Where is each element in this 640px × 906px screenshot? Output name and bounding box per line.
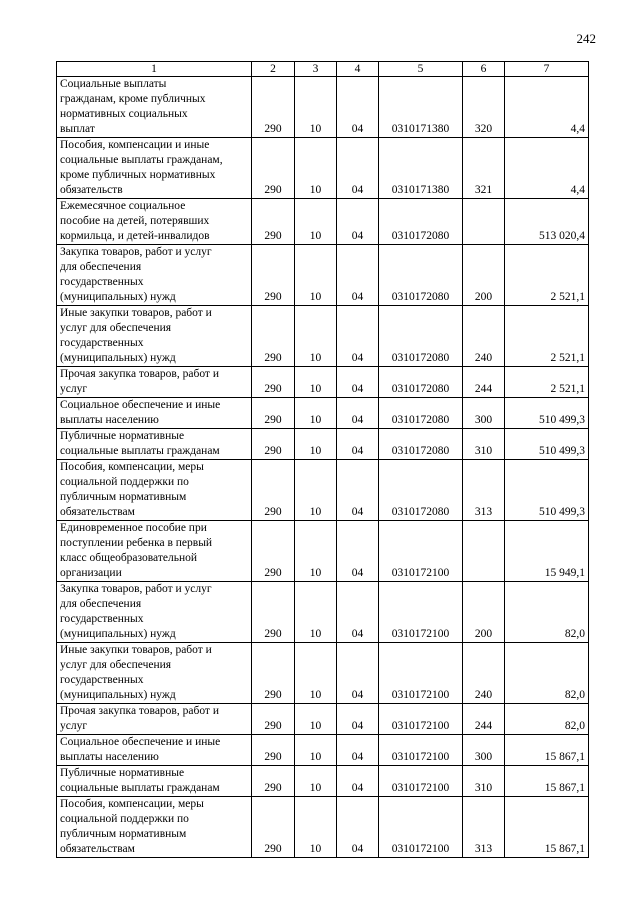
expense-type-cell: 200: [463, 245, 505, 306]
expense-type-cell: 240: [463, 643, 505, 704]
item-name-cell: [57, 582, 252, 643]
item-name-cell: [57, 460, 252, 521]
ministry-code-cell: 290: [252, 582, 295, 643]
target-article-cell: 0310172100: [379, 521, 463, 582]
item-name-line: государственных: [60, 276, 144, 288]
section-code-cell: 10: [295, 138, 337, 199]
item-name-line: Социальное обеспечение и иные: [60, 736, 221, 748]
expense-type-cell: 310: [463, 766, 505, 797]
item-name-line: Пособия, компенсации и иные: [60, 139, 210, 151]
amount-cell: 15 867,1: [505, 735, 589, 766]
table-row: [57, 797, 589, 858]
item-name-line: (муниципальных) нужд: [60, 689, 176, 701]
expense-type-cell: [463, 521, 505, 582]
subsection-code-cell: 04: [337, 138, 379, 199]
ministry-code-cell: 290: [252, 735, 295, 766]
item-name-cell: [57, 367, 252, 398]
column-header: 6: [463, 62, 505, 77]
section-code-cell: 10: [295, 367, 337, 398]
subsection-code-cell: 04: [337, 582, 379, 643]
subsection-code-cell: 04: [337, 704, 379, 735]
section-code-cell: 10: [295, 398, 337, 429]
table-row: [57, 521, 589, 582]
item-name-line: социальные выплаты гражданам: [60, 782, 220, 794]
item-name-line: услуг для обеспечения: [60, 659, 172, 671]
item-name-line: для обеспечения: [60, 598, 142, 610]
target-article-cell: 0310172100: [379, 582, 463, 643]
item-name-line: Публичные нормативные: [60, 430, 185, 442]
expense-type-cell: 313: [463, 460, 505, 521]
item-name-line: Закупка товаров, работ и услуг: [60, 246, 212, 258]
table-row: [57, 704, 589, 735]
ministry-code-cell: 290: [252, 245, 295, 306]
item-name-line: (муниципальных) нужд: [60, 352, 176, 364]
amount-cell: 2 521,1: [505, 245, 589, 306]
item-name-line: гражданам, кроме публичных: [60, 93, 206, 105]
item-name-line: выплаты населению: [60, 751, 159, 763]
column-header: 5: [379, 62, 463, 77]
section-code-cell: 10: [295, 460, 337, 521]
column-header: 2: [252, 62, 295, 77]
item-name-line: Иные закупки товаров, работ и: [60, 644, 212, 656]
expense-type-cell: 320: [463, 77, 505, 138]
target-article-cell: 0310172100: [379, 735, 463, 766]
item-name-line: организации: [60, 567, 122, 579]
item-name-cell: [57, 766, 252, 797]
ministry-code-cell: 290: [252, 704, 295, 735]
amount-cell: 82,0: [505, 643, 589, 704]
table-row: [57, 77, 589, 138]
section-code-cell: 10: [295, 199, 337, 245]
section-code-cell: 10: [295, 521, 337, 582]
budget-table: [56, 61, 589, 858]
amount-cell: 2 521,1: [505, 306, 589, 367]
section-code-cell: 10: [295, 735, 337, 766]
subsection-code-cell: 04: [337, 429, 379, 460]
ministry-code-cell: 290: [252, 199, 295, 245]
item-name-cell: [57, 797, 252, 858]
item-name-cell: [57, 429, 252, 460]
item-name-line: Социальное обеспечение и иные: [60, 399, 221, 411]
target-article-cell: 0310172100: [379, 766, 463, 797]
section-code-cell: 10: [295, 582, 337, 643]
item-name-line: обязательствам: [60, 843, 135, 855]
ministry-code-cell: 290: [252, 460, 295, 521]
item-name-line: публичным нормативным: [60, 491, 187, 503]
subsection-code-cell: 04: [337, 199, 379, 245]
expense-type-cell: 313: [463, 797, 505, 858]
target-article-cell: 0310172080: [379, 398, 463, 429]
subsection-code-cell: 04: [337, 460, 379, 521]
ministry-code-cell: 290: [252, 398, 295, 429]
item-name-line: кормильца, и детей-инвалидов: [60, 230, 210, 242]
item-name-line: государственных: [60, 613, 144, 625]
item-name-cell: [57, 138, 252, 199]
item-name-line: услуг для обеспечения: [60, 322, 172, 334]
item-name-line: Иные закупки товаров, работ и: [60, 307, 212, 319]
ministry-code-cell: 290: [252, 643, 295, 704]
expense-type-cell: 200: [463, 582, 505, 643]
item-name-line: Ежемесячное социальное: [60, 200, 186, 212]
target-article-cell: 0310172080: [379, 245, 463, 306]
subsection-code-cell: 04: [337, 797, 379, 858]
target-article-cell: 0310172080: [379, 429, 463, 460]
amount-cell: 15 867,1: [505, 797, 589, 858]
subsection-code-cell: 04: [337, 766, 379, 797]
item-name-line: Публичные нормативные: [60, 767, 185, 779]
item-name-line: поступлении ребенка в первый: [60, 537, 213, 549]
expense-type-cell: [463, 199, 505, 245]
section-code-cell: 10: [295, 643, 337, 704]
expense-type-cell: 300: [463, 398, 505, 429]
table-row: [57, 460, 589, 521]
table-row: [57, 735, 589, 766]
ministry-code-cell: 290: [252, 367, 295, 398]
expense-type-cell: 244: [463, 367, 505, 398]
item-name-line: услуг: [60, 383, 88, 395]
table-row: [57, 766, 589, 797]
item-name-cell: [57, 643, 252, 704]
section-code-cell: 10: [295, 245, 337, 306]
amount-cell: 15 949,1: [505, 521, 589, 582]
ministry-code-cell: 290: [252, 77, 295, 138]
section-code-cell: 10: [295, 77, 337, 138]
subsection-code-cell: 04: [337, 735, 379, 766]
target-article-cell: 0310172100: [379, 704, 463, 735]
target-article-cell: 0310171380: [379, 77, 463, 138]
item-name-line: социальные выплаты гражданам,: [60, 154, 223, 166]
item-name-line: Прочая закупка товаров, работ и: [60, 368, 219, 380]
item-name-line: для обеспечения: [60, 261, 142, 273]
target-article-cell: 0310171380: [379, 138, 463, 199]
item-name-line: государственных: [60, 337, 144, 349]
item-name-line: Социальные выплаты: [60, 78, 167, 90]
expense-type-cell: 310: [463, 429, 505, 460]
section-code-cell: 10: [295, 429, 337, 460]
item-name-cell: [57, 306, 252, 367]
item-name-line: нормативных социальных: [60, 108, 188, 120]
section-code-cell: 10: [295, 766, 337, 797]
expense-type-cell: 240: [463, 306, 505, 367]
table-row: [57, 582, 589, 643]
item-name-line: Единовременное пособие при: [60, 522, 207, 534]
expense-type-cell: 244: [463, 704, 505, 735]
target-article-cell: 0310172080: [379, 367, 463, 398]
ministry-code-cell: 290: [252, 521, 295, 582]
item-name-line: обязательствам: [60, 506, 135, 518]
item-name-line: (муниципальных) нужд: [60, 291, 176, 303]
target-article-cell: 0310172080: [379, 306, 463, 367]
target-article-cell: 0310172080: [379, 199, 463, 245]
ministry-code-cell: 290: [252, 429, 295, 460]
item-name-line: кроме публичных нормативных: [60, 169, 216, 181]
subsection-code-cell: 04: [337, 398, 379, 429]
item-name-line: выплат: [60, 123, 95, 135]
table-row: [57, 306, 589, 367]
table-body: [57, 77, 589, 858]
item-name-line: выплаты населению: [60, 414, 159, 426]
item-name-line: публичным нормативным: [60, 828, 187, 840]
item-name-cell: [57, 735, 252, 766]
expense-type-cell: 321: [463, 138, 505, 199]
ministry-code-cell: 290: [252, 138, 295, 199]
table-header-row: [57, 62, 589, 77]
item-name-line: обязательств: [60, 184, 123, 196]
item-name-line: Пособия, компенсации, меры: [60, 461, 204, 473]
item-name-cell: [57, 521, 252, 582]
item-name-line: класс общеобразовательной: [60, 552, 198, 564]
item-name-line: социальные выплаты гражданам: [60, 445, 220, 457]
item-name-cell: [57, 398, 252, 429]
item-name-line: (муниципальных) нужд: [60, 628, 176, 640]
column-header: 3: [295, 62, 337, 77]
table-row: [57, 643, 589, 704]
section-code-cell: 10: [295, 306, 337, 367]
item-name-line: социальной поддержки по: [60, 476, 189, 488]
item-name-cell: [57, 704, 252, 735]
table-row: [57, 245, 589, 306]
amount-cell: 15 867,1: [505, 766, 589, 797]
ministry-code-cell: 290: [252, 797, 295, 858]
subsection-code-cell: 04: [337, 643, 379, 704]
table-row: [57, 138, 589, 199]
subsection-code-cell: 04: [337, 306, 379, 367]
subsection-code-cell: 04: [337, 245, 379, 306]
ministry-code-cell: 290: [252, 766, 295, 797]
item-name-cell: [57, 199, 252, 245]
target-article-cell: 0310172080: [379, 460, 463, 521]
column-header: 4: [337, 62, 379, 77]
amount-cell: 510 499,3: [505, 429, 589, 460]
section-code-cell: 10: [295, 704, 337, 735]
target-article-cell: 0310172100: [379, 643, 463, 704]
amount-cell: 2 521,1: [505, 367, 589, 398]
item-name-cell: [57, 77, 252, 138]
item-name-line: социальной поддержки по: [60, 813, 189, 825]
item-name-line: Пособия, компенсации, меры: [60, 798, 204, 810]
subsection-code-cell: 04: [337, 367, 379, 398]
item-name-line: Прочая закупка товаров, работ и: [60, 705, 219, 717]
item-name-line: пособие на детей, потерявших: [60, 215, 210, 227]
section-code-cell: 10: [295, 797, 337, 858]
ministry-code-cell: 290: [252, 306, 295, 367]
item-name-line: Закупка товаров, работ и услуг: [60, 583, 212, 595]
item-name-line: государственных: [60, 674, 144, 686]
amount-cell: 513 020,4: [505, 199, 589, 245]
item-name-line: услуг: [60, 720, 88, 732]
amount-cell: 510 499,3: [505, 460, 589, 521]
amount-cell: 82,0: [505, 704, 589, 735]
amount-cell: 4,4: [505, 77, 589, 138]
table-row: [57, 398, 589, 429]
table-row: [57, 429, 589, 460]
amount-cell: 4,4: [505, 138, 589, 199]
table-row: [57, 367, 589, 398]
table-row: [57, 199, 589, 245]
page-number: 242: [576, 31, 596, 46]
subsection-code-cell: 04: [337, 521, 379, 582]
column-header: 7: [505, 62, 589, 77]
amount-cell: 510 499,3: [505, 398, 589, 429]
column-header: 1: [57, 62, 252, 77]
item-name-cell: [57, 245, 252, 306]
subsection-code-cell: 04: [337, 77, 379, 138]
target-article-cell: 0310172100: [379, 797, 463, 858]
amount-cell: 82,0: [505, 582, 589, 643]
expense-type-cell: 300: [463, 735, 505, 766]
